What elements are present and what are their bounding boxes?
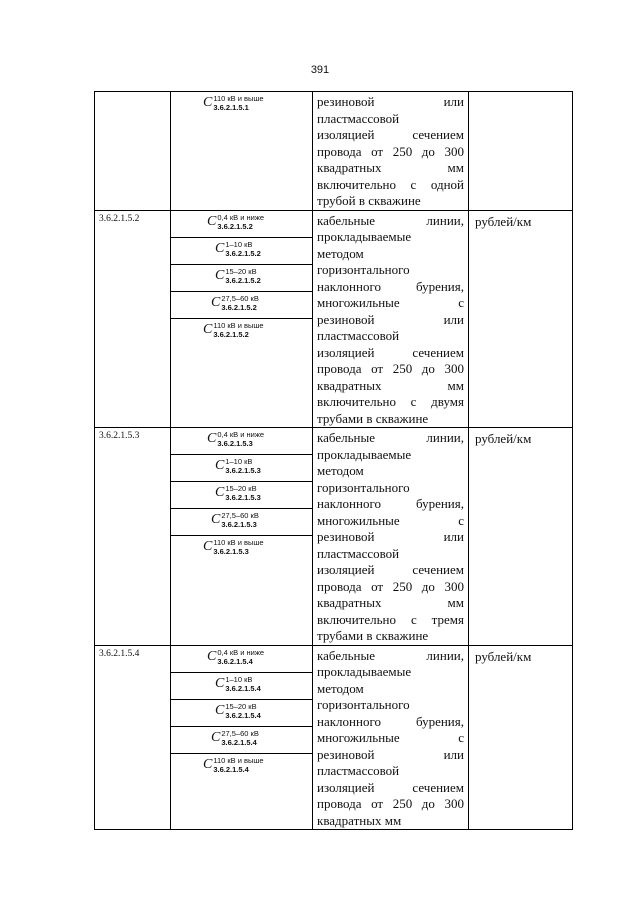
cost-symbol-letter: C [203,321,213,337]
description-line: квадратных мм [317,160,464,175]
description-line: методом [317,463,364,478]
voltage-subcell [171,536,312,562]
description-line: методом [317,680,364,696]
voltage-class: 0,4 кВ и ниже [217,647,265,657]
voltage-class: 1–10 кВ [225,674,253,684]
symbol-cell [171,210,313,428]
symbol-index: 3.6.2.1.5.4 [217,656,253,666]
cost-symbol-letter: C [215,458,225,473]
voltage-subcell [171,211,312,238]
voltage-subcell [171,482,312,509]
table-row [95,645,573,830]
symbol-index: 3.6.2.1.5.3 [225,493,261,502]
description-line: резиновой или [317,529,464,544]
voltage-class: 110 кВ и выше [213,94,264,103]
voltage-class: 15–20 кВ [225,484,257,493]
symbol-index: 3.6.2.1.5.4 [221,737,257,747]
cost-symbol [215,240,261,258]
description-line: горизонтального [317,697,410,712]
description-cell [313,210,469,428]
description-cell [313,428,469,646]
voltage-subcell [171,455,312,482]
cost-symbol [215,702,261,720]
cost-symbol-letter: C [207,431,217,446]
description-line: изоляцией сечением [317,779,464,795]
description-line: включительно с одной [317,176,464,192]
unit-cell: рублей/км [469,645,573,830]
cost-symbol [211,294,259,312]
table-row [95,92,573,211]
cost-symbol-letter: C [211,294,221,310]
table-row [95,428,573,646]
voltage-class: 27,5–60 кВ [221,511,259,520]
cost-symbol-letter: C [215,675,225,691]
description-line: провода от 250 до 300 [317,143,464,159]
description-line: квадратных мм [317,812,402,828]
description-line: включительно с тремя [317,611,464,627]
cost-symbol [207,213,264,231]
description-cell [313,645,469,830]
description-line: кабельные линии, [317,430,464,445]
cost-symbol [207,430,264,448]
description-line: многожильные с [317,512,464,528]
description-line: квадратных мм [317,595,464,610]
cost-symbol-letter: C [215,702,225,718]
description-line: провода от 250 до 300 [317,578,464,594]
description-line: провода от 250 до 300 [317,361,464,376]
voltage-subcell [171,754,312,780]
description-line: резиновой или [317,746,464,762]
symbol-index: 3.6.2.1.5.2 [225,248,261,258]
tariff-table [94,91,573,830]
symbol-cell [171,92,313,211]
voltage-subcell [171,509,312,536]
description-line: прокладываемые [317,446,412,462]
symbol-index: 3.6.2.1.5.2 [221,302,257,312]
voltage-subcell [171,319,312,345]
code-cell: 3.6.2.1.5.4 [95,645,171,830]
voltage-subcell [171,700,312,727]
symbol-cell [171,428,313,646]
description-line: горизонтального [317,479,410,495]
symbol-index: 3.6.2.1.5.2 [225,275,261,285]
voltage-subcell [171,727,312,754]
description-line: изоляцией сечением [317,562,464,577]
description-line: пластмассовой [317,110,400,126]
symbol-index: 3.6.2.1.5.4 [225,710,261,720]
description-line: пластмассовой [317,328,400,343]
voltage-subcell [171,673,312,700]
voltage-class: 0,4 кВ и ниже [217,430,265,439]
symbol-index: 3.6.2.1.5.3 [221,520,257,529]
cost-symbol-letter: C [215,240,225,256]
cost-symbol [211,729,259,747]
voltage-class: 1–10 кВ [225,457,253,466]
description-line: наклонного бурения, [317,496,464,511]
description-line: наклонного бурения, [317,713,464,729]
code-cell [95,92,171,211]
description-line: кабельные линии, [317,212,464,228]
cost-symbol [215,267,261,285]
code-cell: 3.6.2.1.5.2 [95,210,171,428]
description-line: квадратных мм [317,377,464,393]
description-line: резиновой или [317,311,464,327]
cost-symbol [203,94,264,112]
description-line: прокладываемые [317,664,412,679]
voltage-class: 27,5–60 кВ [221,293,259,303]
cost-symbol [203,756,264,774]
symbol-index: 3.6.2.1.5.4 [225,683,261,693]
cost-symbol-letter: C [203,756,213,772]
description-line: методом [317,245,364,261]
cost-symbol [215,457,261,475]
cost-symbol [203,538,264,556]
description-line: включительно с двумя [317,394,464,409]
cost-symbol [203,321,264,339]
unit-cell: рублей/км [469,210,573,428]
unit-cell [469,92,573,211]
symbol-index: 3.6.2.1.5.4 [213,764,249,774]
cost-symbol-letter: C [211,729,221,745]
voltage-subcell [171,238,312,265]
symbol-cell [171,645,313,830]
description-line: трубами в скважине [317,628,429,643]
table-row [95,210,573,428]
description-line: пластмассовой [317,763,400,778]
description-line: пластмассовой [317,545,400,561]
cost-symbol [215,484,261,502]
symbol-index: 3.6.2.1.5.3 [213,547,249,556]
description-line: горизонтального [317,262,410,277]
cost-symbol-letter: C [215,485,225,500]
voltage-subcell [171,428,312,455]
cost-symbol-letter: C [207,648,217,664]
description-line: провода от 250 до 300 [317,796,464,811]
cost-symbol [215,675,261,693]
description-line: прокладываемые [317,229,412,244]
description-line: многожильные с [317,730,464,745]
voltage-subcell [171,292,312,319]
voltage-class: 27,5–60 кВ [221,728,259,738]
cost-symbol-letter: C [203,539,213,554]
voltage-class: 110 кВ и выше [213,320,264,330]
voltage-subcell [171,646,312,673]
cost-symbol [207,648,264,666]
page-number: 391 [310,64,330,76]
unit-cell: рублей/км [469,428,573,646]
symbol-index: 3.6.2.1.5.3 [225,466,261,475]
cost-symbol [211,511,259,529]
voltage-class: 0,4 кВ и ниже [217,212,265,222]
voltage-subcell [171,265,312,292]
cost-symbol-letter: C [215,267,225,283]
cost-symbol-letter: C [211,512,221,527]
code-cell: 3.6.2.1.5.3 [95,428,171,646]
description-line: кабельные линии, [317,647,464,663]
symbol-index: 3.6.2.1.5.2 [217,221,253,231]
description-line: изоляцией сечением [317,127,464,142]
symbol-index: 3.6.2.1.5.3 [217,439,253,448]
description-line: многожильные с [317,295,464,310]
description-line: наклонного бурения, [317,278,464,294]
voltage-class: 110 кВ и выше [213,755,264,765]
voltage-class: 15–20 кВ [225,701,257,711]
description-line: трубой в скважине [317,193,421,208]
voltage-class: 1–10 кВ [225,239,253,249]
cost-symbol-letter: C [207,213,217,229]
symbol-index: 3.6.2.1.5.1 [213,103,249,112]
description-cell [313,92,469,211]
description-line: изоляцией сечением [317,344,464,360]
voltage-class: 15–20 кВ [225,266,257,276]
description-line: резиновой или [317,94,464,109]
symbol-index: 3.6.2.1.5.2 [213,329,249,339]
cost-symbol-letter: C [203,95,213,110]
voltage-class: 110 кВ и выше [213,538,264,547]
description-line: трубами в скважине [317,410,429,426]
